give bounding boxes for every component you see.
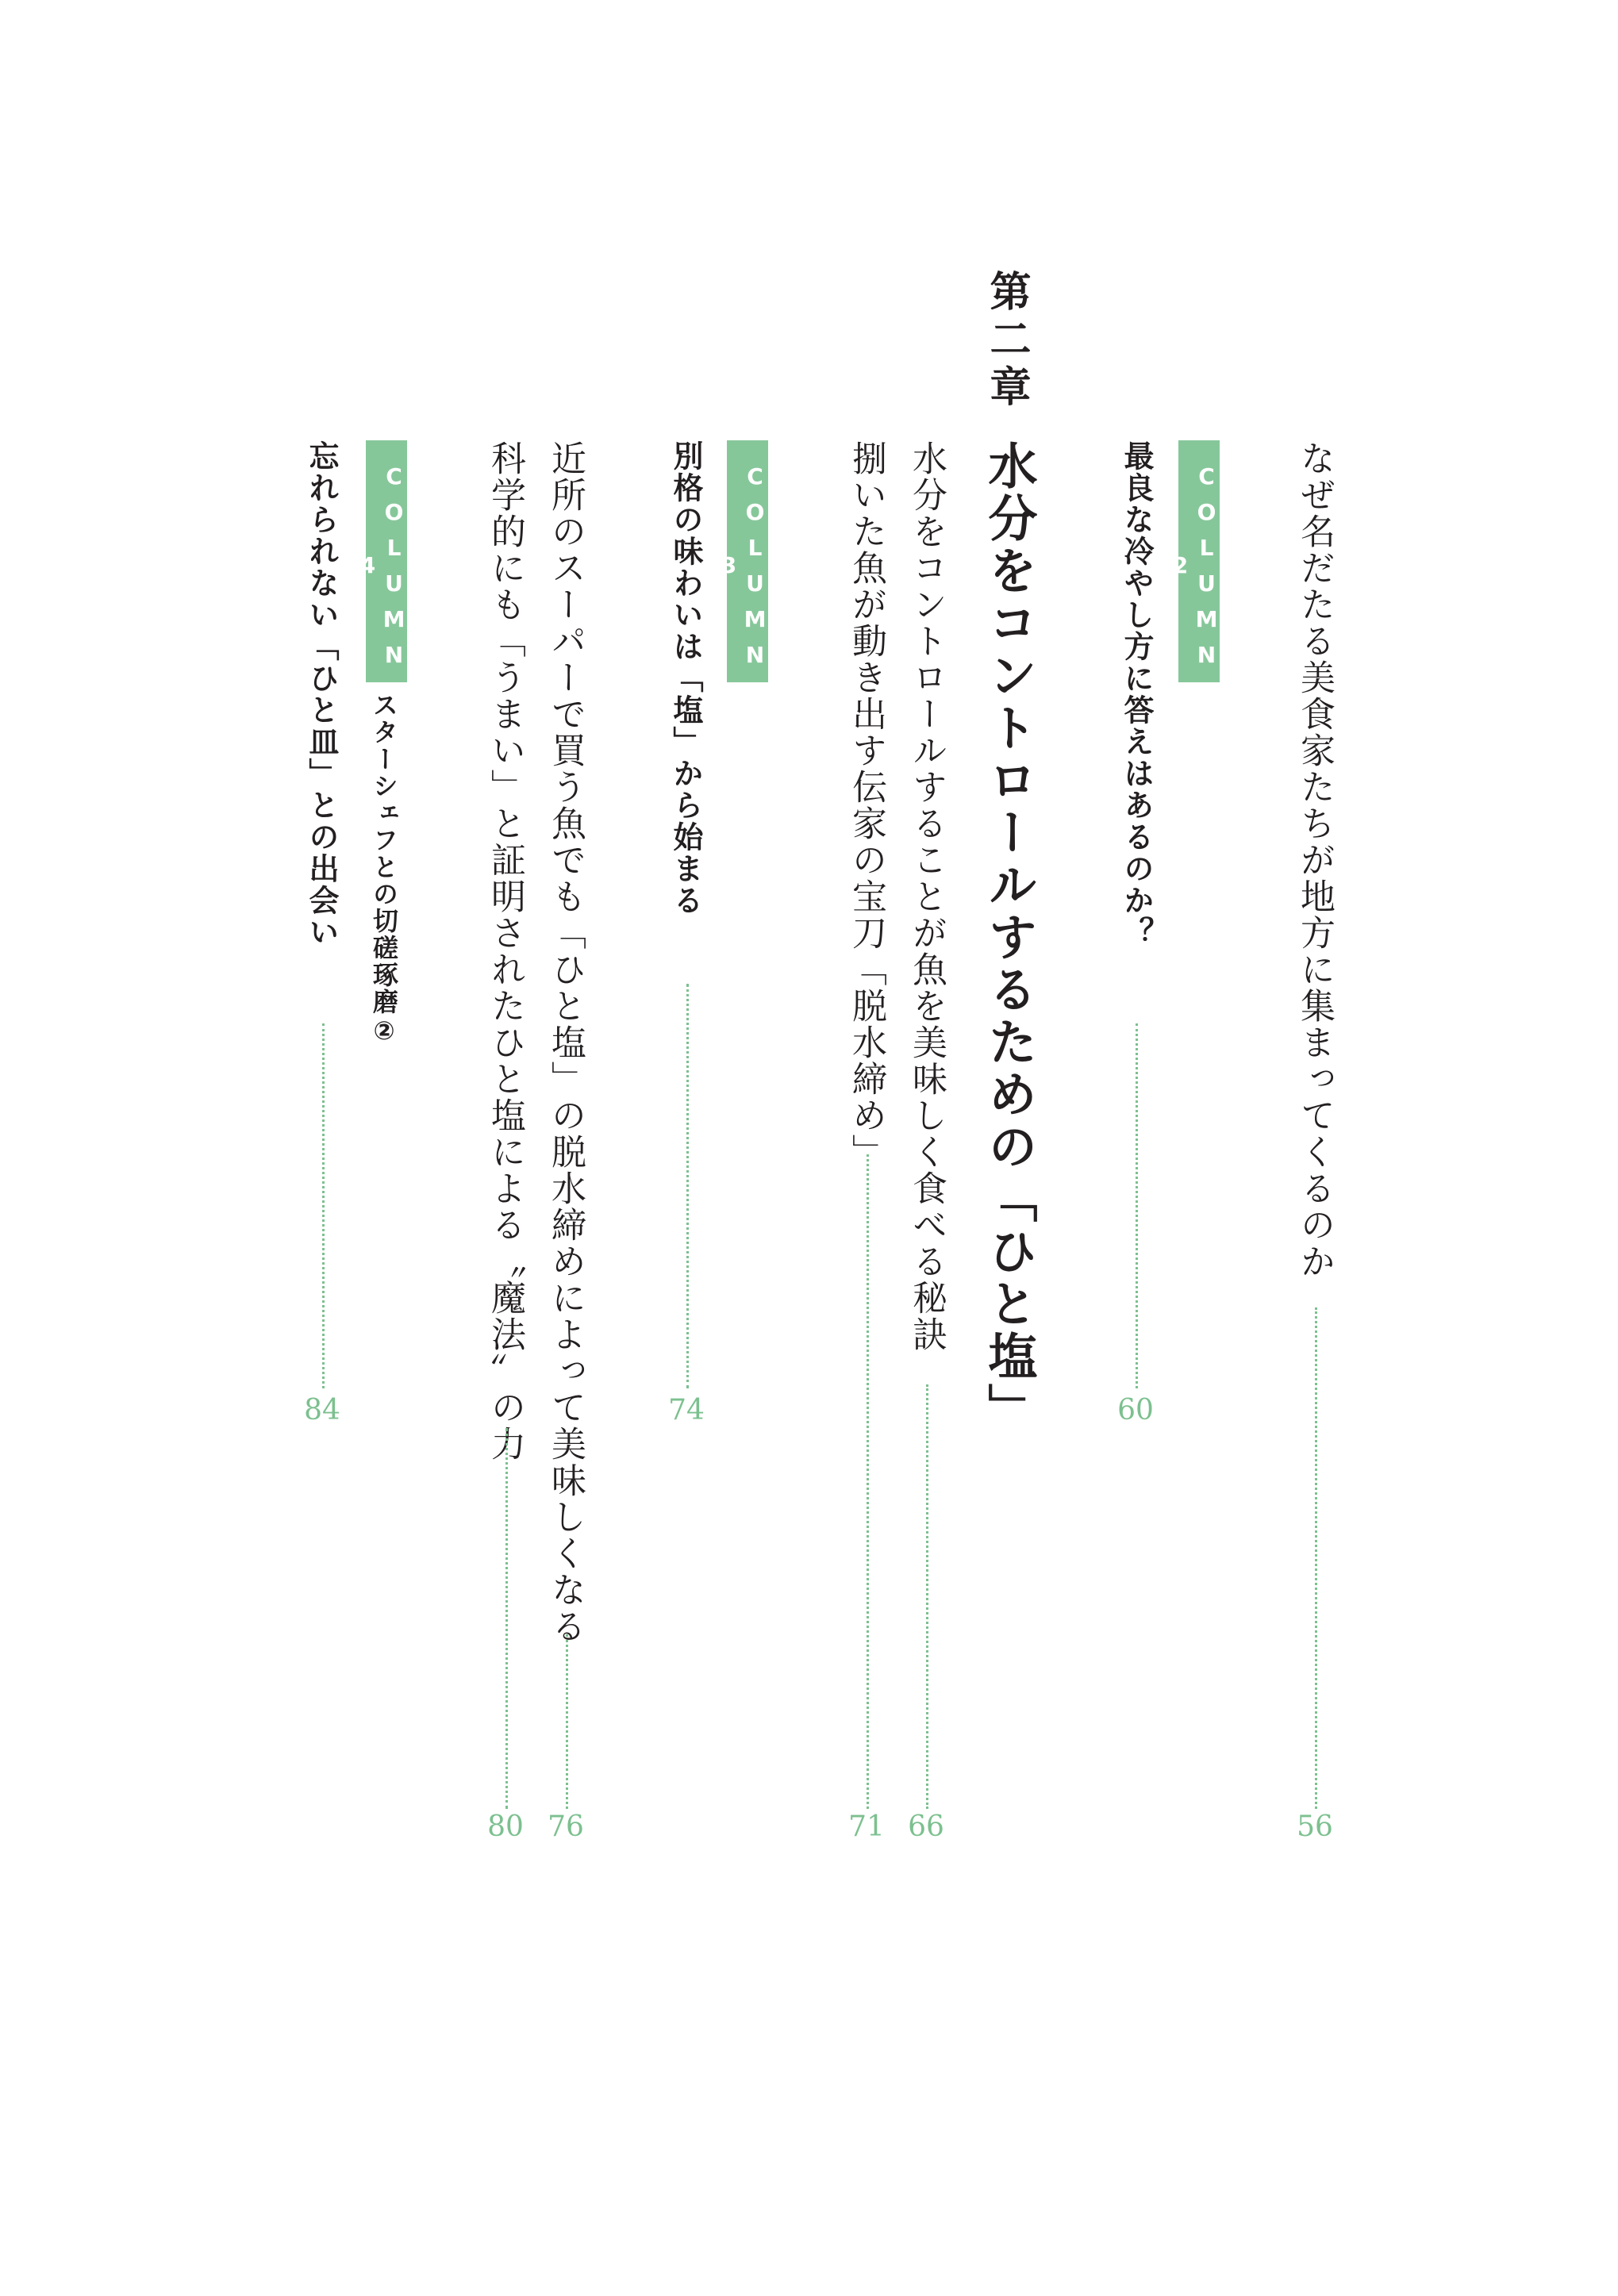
- toc-entry-title: 水分をコントロールすることが魚を美味しく食べる秘訣: [906, 440, 947, 1353]
- dot-leader: [322, 1023, 325, 1388]
- dot-leader: [1136, 1023, 1138, 1388]
- toc-entry-title: 別格の味わいは「塩」から始まる: [668, 440, 703, 916]
- column-badge: COLUMN 2: [1178, 440, 1220, 682]
- page-number: 60: [1117, 1394, 1154, 1426]
- dot-leader: [926, 1384, 928, 1809]
- dot-leader: [566, 1634, 568, 1809]
- toc-entry-title: 忘れられない「ひと皿」との出会い: [304, 440, 339, 948]
- toc-entry-title: 捌いた魚が動き出す伝家の宝刀「脱水締め」: [846, 440, 886, 1170]
- dot-leader: [1315, 1307, 1317, 1809]
- toc-entry-title: なぜ名だたる美食家たちが地方に集まってくるのか: [1294, 440, 1335, 1280]
- column-badge: COLUMN 3: [727, 440, 768, 682]
- page-number: 84: [304, 1394, 340, 1426]
- page-number: 80: [487, 1810, 524, 1843]
- toc-entry-title: 近所のスーパーで買う魚でも「ひと塩」の脱水締めによって美味しくなる: [545, 440, 586, 1645]
- toc-entry-title: 最良な冷やし方に答えはあるのか？: [1119, 440, 1154, 948]
- page-number: 56: [1297, 1810, 1333, 1843]
- page-number: 71: [848, 1810, 885, 1843]
- dot-leader: [686, 984, 689, 1388]
- page-number: 74: [668, 1394, 705, 1426]
- dot-leader: [867, 1154, 869, 1809]
- chapter-label: 第二章: [982, 270, 1031, 413]
- column-subtitle: スターシェフとの切磋琢磨②: [369, 692, 399, 1047]
- chapter-title: 水分をコントロールするための「ひと塩」: [980, 440, 1038, 1435]
- toc-entry-title: 科学的にも「うまい」と証明されたひと塩による〝魔法〟の力: [485, 440, 525, 1462]
- dot-leader: [505, 1428, 508, 1809]
- page-number: 66: [908, 1810, 944, 1843]
- page-number: 76: [548, 1810, 584, 1843]
- column-badge: COLUMN 4: [366, 440, 407, 682]
